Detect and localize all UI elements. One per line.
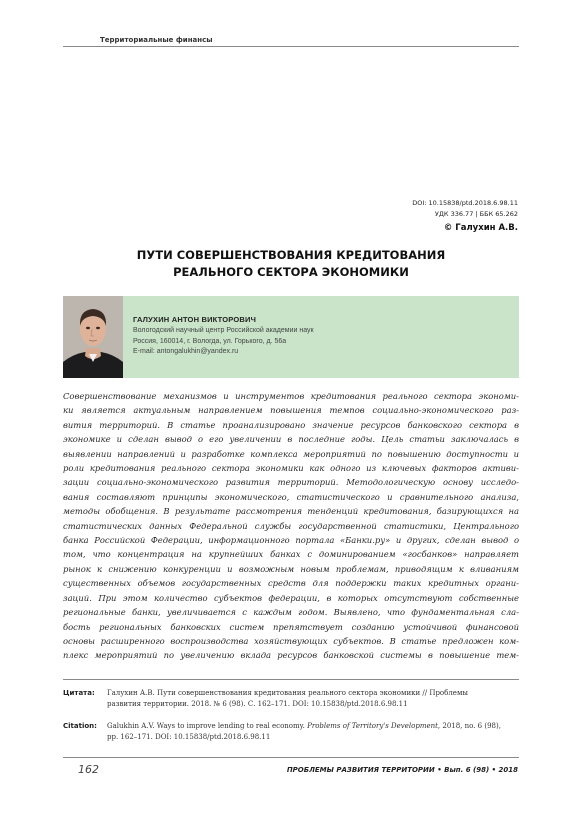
abstract-line: зации социально-экономического развития территорий. Методологическую основу исследо- [63,477,519,488]
article-meta [412,198,518,235]
citation-en-label: Citation: [63,722,97,730]
abstract [63,389,519,663]
author-address: Россия, 160014, г. Вологда, ул. Горького, д. 56а [133,337,287,345]
abstract-line: основы расширенного воспроизводства хозяйствующих субъектов. В статье предложен ком- [63,635,519,646]
author-affiliation: Вологодский научный центр Российской академии наук [133,327,314,334]
author-portrait-image [63,296,123,378]
citation-ru-line-1: Галухин А.В. Пути совершенствования кредитования реального сектора экономики // Проблемы [107,689,468,697]
citation-ru-line-2: развития территории. 2018. № 6 (98). С. 162–171. DOI: 10.15838/ptd.2018.6.98.11 [107,700,408,708]
abstract-line: региональные банки, увеличивается с каждым годом. Выявлено, что фундаментальная сла- [63,607,519,618]
abstract-line: плекс мероприятий по увеличению вклада ресурсов банковской системы в повышение тем- [63,650,519,661]
abstract-line: роли кредитования реального сектора экономики как одного из ключевых факторов активи- [63,463,519,474]
title-line-1: ПУТИ СОВЕРШЕНСТВОВАНИЯ КРЕДИТОВАНИЯ [136,248,446,262]
citation-en-journal: Problems of Territory's Development [307,722,438,730]
citation-en-issue: , 2018, no. 6 (98), [437,722,501,730]
citation-en-authors-title: Galukhin A.V. Ways to improve lending to real economy. [107,722,308,730]
journal-footer: ПРОБЛЕМЫ РАЗВИТИЯ ТЕРРИТОРИИ • Вып. 6 (98) • 2018 [286,766,518,774]
citation-en-line-2: pp. 162–171. DOI: 10.15838/ptd.2018.6.98.11 [107,733,271,741]
abstract-line: том, что концентрация на крупнейших банках с доминированием «госбанков» направляет [63,549,519,560]
doi[interactable]: DOI: 10.15838/ptd.2018.6.98.11 [412,199,518,207]
author-panel [63,296,519,378]
abstract-line: экономике и сделан вывод о его увеличении в последние годы. Цель статьи заключалась в [63,434,519,445]
title-line-2: РЕАЛЬНОГО СЕКТОРА ЭКОНОМИКИ [173,265,409,279]
abstract-line: методы обобщения. В результате рассмотрения тенденций кредитования, базирующихся на [63,506,519,517]
section-label: Территориальные финансы [100,36,213,44]
author-email[interactable]: E-mail: antongalukhin@yandex.ru [133,348,239,355]
abstract-line: вития территорий. В статье проанализировано значение ресурсов банковского сектора в [63,419,519,430]
abstract-line: статистических данных Федеральной службы государственной статистики, Центрального [63,520,519,531]
citation-en [63,721,519,743]
citation-en-line-1 [107,721,519,732]
abstract-line: ки является актуальным направлением повышения темпов социально-экономического раз- [63,405,519,416]
article-title [63,247,519,281]
header-rule [63,46,519,47]
abstract-line: существенных объемов государственных средств для поддержки таких кредитных органи- [63,578,519,589]
abstract-line: выявлении направлений и разработке комплекса мероприятий по повышению доступности и [63,448,519,459]
footer-rule [63,757,519,758]
abstract-line: бость региональных банковских систем препятствует созданию устойчивой финансовой [63,621,519,632]
citation-ru [63,688,519,710]
abstract-line: рынок к снижению конкуренции и возможным новым проблемам, приводящим к вливаниям [63,563,519,574]
page-number: 162 [78,763,99,776]
citation-ru-label: Цитата: [63,689,95,697]
copyright-author: © Галухин А.В. [443,223,518,233]
abstract-line: заций. При этом количество субъектов федерации, в которых отсутствуют собственные [63,592,519,603]
abstract-line: Совершенствование механизмов и инструментов кредитования реального сектора экономи- [63,391,519,401]
udk-bbk: УДК 336.77 | ББК 65.262 [434,210,518,218]
citation-rule [63,679,519,680]
author-name: ГАЛУХИН АНТОН ВИКТОРОВИЧ [133,315,257,324]
author-info [133,314,314,358]
abstract-line: банка Российской Федерации, информационного портала «Банки.ру» и других, сделан вывод о [63,535,519,546]
author-photo [63,296,123,378]
abstract-line: вания составляют принципы экономического, статистического и сравнительного анализа, [63,491,519,502]
